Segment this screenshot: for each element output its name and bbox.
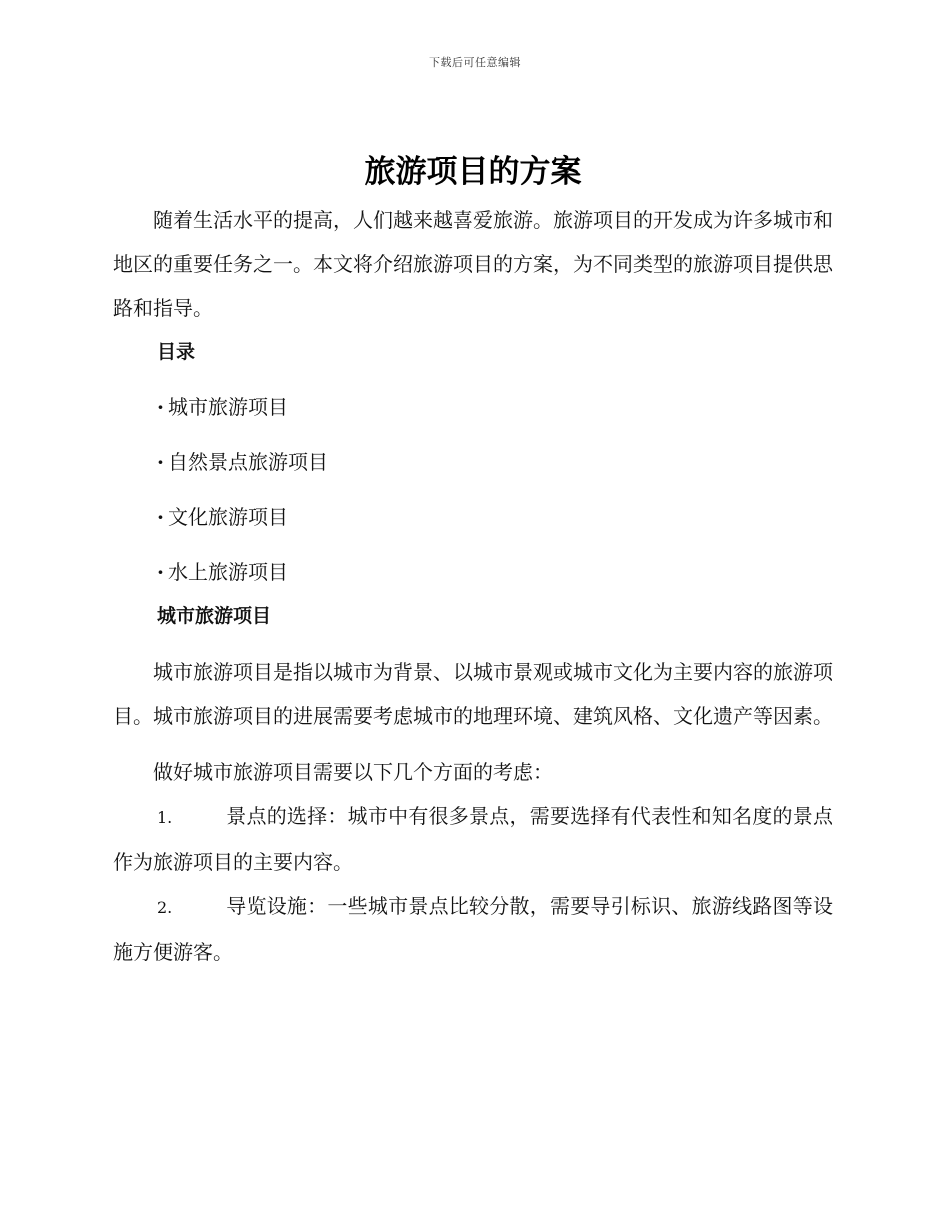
toc-heading: 目录 — [157, 341, 196, 363]
document-title: 旅游项目的方案 — [364, 154, 582, 190]
bullet-icon: · — [157, 560, 164, 584]
toc-item — [113, 550, 833, 594]
section-heading-city-tourism: 城市旅游项目 — [157, 605, 272, 627]
toc-item — [113, 385, 833, 429]
toc-item-label: 自然景点旅游项目 — [168, 450, 328, 474]
header-note: 下载后可任意编辑 — [429, 56, 521, 69]
bullet-icon: · — [157, 505, 164, 529]
bullet-icon: · — [157, 395, 164, 419]
numbered-list-item — [113, 794, 833, 884]
intro-paragraph: 随着生活水平的提高，人们越来越喜爱旅游。旅游项目的开发成为许多城市和地区的重要任务之一。本文将介绍旅游项目的方案，为不同类型的旅游项目提供思路和指导。 — [113, 208, 833, 320]
toc-item — [113, 440, 833, 484]
document-body — [113, 150, 833, 974]
numbered-list-item — [113, 884, 833, 974]
list-item-text: 景点的选择：城市中有很多景点，需要选择有代表性和知名度的景点作为旅游项目的主要内容。 — [113, 804, 833, 874]
section-paragraph: 城市旅游项目是指以城市为背景、以城市景观或城市文化为主要内容的旅游项目。城市旅游项目的进展需要考虑城市的地理环境、建筑风格、文化遗产等因素。 — [113, 660, 833, 728]
toc-item-label: 文化旅游项目 — [168, 505, 288, 529]
bullet-icon: · — [157, 450, 164, 474]
list-number: 2. — [157, 898, 173, 917]
section-paragraph: 做好城市旅游项目需要以下几个方面的考虑： — [153, 760, 553, 784]
toc-list — [113, 385, 833, 594]
toc-item-label: 水上旅游项目 — [168, 560, 288, 584]
list-item-text: 导览设施：一些城市景点比较分散，需要导引标识、旅游线路图等设施方便游客。 — [113, 894, 833, 964]
list-number: 1. — [157, 808, 173, 827]
toc-item-label: 城市旅游项目 — [168, 395, 288, 419]
toc-item — [113, 495, 833, 539]
